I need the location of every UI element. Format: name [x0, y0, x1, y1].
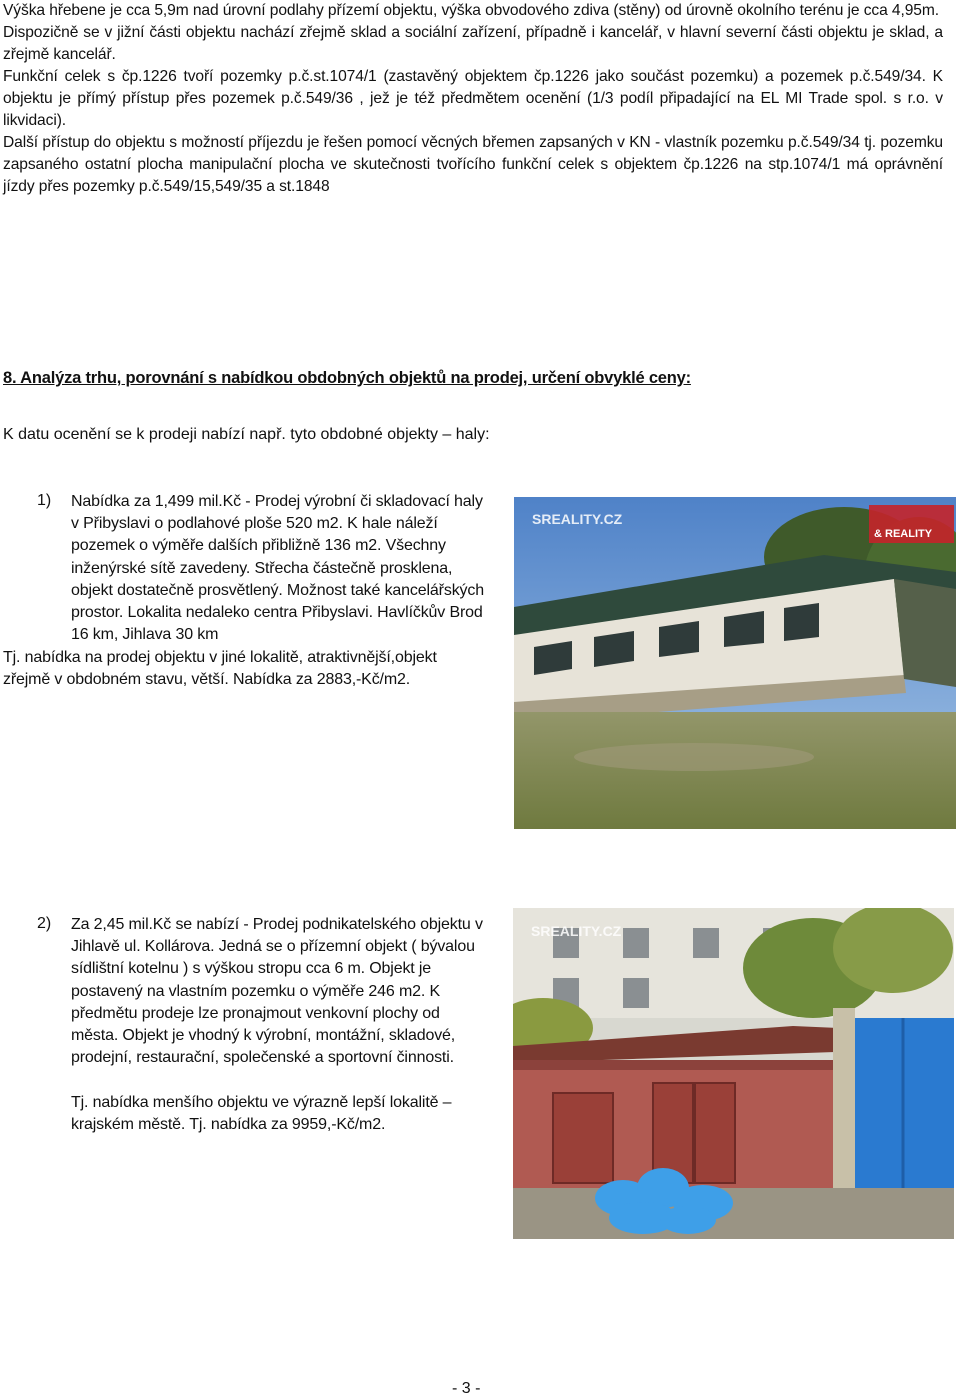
summary-line: Tj. nabídka na prodej objektu v jiné lokalitě, atraktivnější,objekt	[3, 649, 437, 666]
section-lead: K datu ocenění se k prodeji nabízí např. tyto obdobné objekty – haly:	[3, 426, 490, 443]
offer-line: inženýrské sítě zavedeny. Střecha částečně prosklena,	[71, 559, 453, 577]
photo-watermark: SREALITY.CZ	[532, 511, 623, 527]
photo-logo: & REALITY	[874, 528, 933, 540]
offer-line: předmětu prodeje lze pronajmout venkovní plochy od	[71, 1004, 440, 1022]
offer-number: 1)	[37, 492, 52, 509]
page-number: - 3 -	[452, 1380, 481, 1397]
offer-line: objekt dostatečně prosvětlený. Možnost také kancelářských	[71, 581, 485, 599]
hall-photo	[514, 497, 956, 829]
offer-summary	[3, 647, 503, 691]
offer-line: sídlištní kotelnu ) s výškou stropu cca 6 m. Objekt je	[71, 960, 432, 978]
offer-line: prodejní, restaurační, společenské a sportovní činnosti.	[71, 1049, 454, 1067]
offer-line: Za 2,45 mil.Kč se nabízí - Prodej podnikatelského objektu v	[71, 916, 483, 933]
offer-description	[71, 914, 501, 1069]
offer-line: města. Objekt je vhodný k výrobní, montážní, skladové,	[71, 1027, 456, 1045]
summary-line: krajském městě. Tj. nabídka za 9959,-Kč/m2.	[71, 1116, 386, 1134]
intro-paragraph: Funkční celek s čp.1226 tvoří pozemky p.č.st.1074/1 (zastavěný objektem čp.1226 jako součást pozemku) a pozemek p.č.549/34. K objektu je přímý přístup přes pozemek p.č.549/36 , jež je též předmětem ocenění (1/3 podíl připadající na EL MI Trade spol. s r.o. v likvidaci).	[3, 68, 943, 129]
offer-line: pozemek o výměře dalších přibližně 136 m2. Všechny	[71, 537, 446, 555]
offer-line: Nabídka za 1,499 mil.Kč - Prodej výrobní či skladovací haly	[71, 493, 483, 510]
section-heading: 8. Analýza trhu, porovnání s nabídkou obdobných objektů na prodej, určení obvyklé ceny:	[3, 369, 691, 387]
offer-summary	[71, 1092, 501, 1136]
intro-paragraph: Výška hřebene je cca 5,9m nad úrovní podlahy přízemí objektu, výška obvodového zdiva (stěny) od úrovně okolního terénu je cca 4,95m.	[3, 2, 939, 19]
offer-line: Jihlavě ul. Kollárova. Jedná se o přízemní objekt ( bývalou	[71, 938, 475, 956]
offer-description	[71, 491, 501, 646]
offer-line: v Přibyslavi o podlahové ploše 520 m2. K hale náleží	[71, 515, 438, 533]
offer-line: postavený na vlastním pozemku o výměře 246 m2. K	[71, 982, 440, 1000]
summary-line: Tj. nabídka menšího objektu ve výrazně lepší lokalitě –	[71, 1094, 452, 1111]
intro-paragraph: Další přístup do objektu s možností příjezdu je řešen pomocí věcných břemen zapsaných v KN - vlastník pozemku p.č.549/34 tj. pozemku zapsaného ostatní plocha manipulační plocha ve skutečnosti tvořícího funkční celek s objektem čp.1226 na stp.1074/1 má oprávnění jízdy přes pozemky p.č.549/15,549/35 a st.1848	[3, 134, 943, 195]
building-photo	[513, 908, 954, 1239]
offer-line: 16 km, Jihlava 30 km	[71, 626, 219, 644]
intro-paragraph: Dispozičně se v jižní části objektu nachází zřejmě sklad a sociální zařízení, případně i kancelář, v hlavní severní části objektu je sklad, a zřejmě kancelář.	[3, 24, 943, 63]
summary-line: zřejmě v obdobném stavu, větší. Nabídka za 2883,-Kč/m2.	[3, 671, 411, 689]
offer-line: prostor. Lokalita nedaleko centra Přibyslavi. Havlíčkův Brod	[71, 604, 483, 622]
intro-text	[3, 0, 943, 198]
photo-watermark: SREALITY.CZ	[531, 923, 622, 939]
offer-number: 2)	[37, 915, 52, 932]
